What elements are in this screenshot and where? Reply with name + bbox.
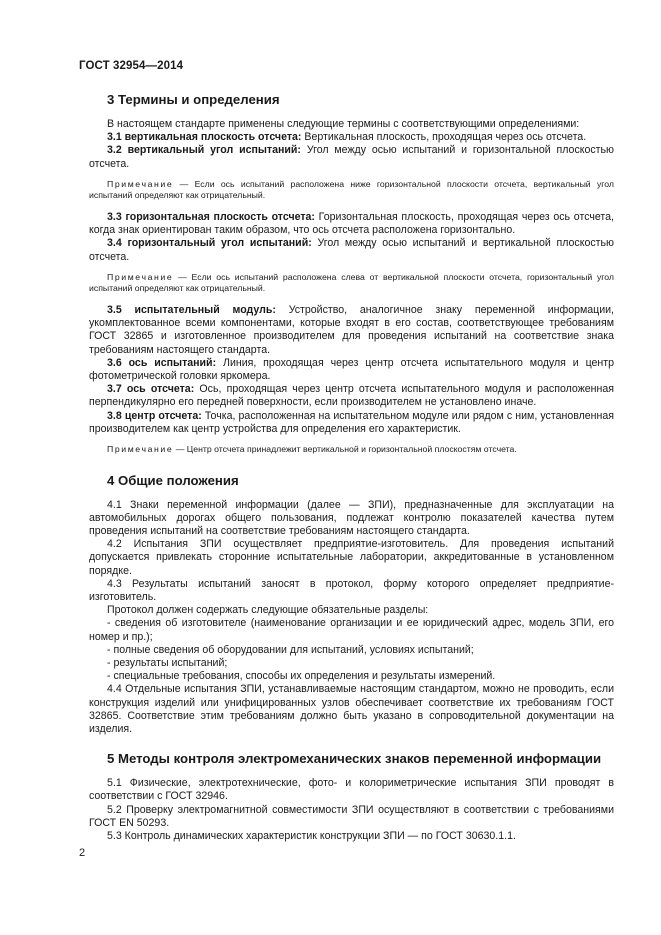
note-1-text: — Если ось испытаний расположена ниже горизонтальной плоскости отсчета, вертикальный угол испытаний определяют как отрицательный.	[89, 178, 614, 201]
term-3-8-name: 3.8 центр отсчета:	[107, 409, 202, 422]
section-5	[89, 751, 614, 843]
term-3-8	[89, 410, 614, 436]
note-3-label: Примечание	[107, 444, 174, 455]
term-3-2-definition: Угол между осью испытаний и горизонтальной плоскостью отсчета.	[89, 144, 615, 170]
note-2-text: — Если ось испытаний расположена слева от вертикальной плоскости отсчета, горизонтальный угол испытаний определяют как отрицательный.	[89, 271, 614, 294]
note-3	[89, 444, 614, 456]
term-3-3	[89, 211, 614, 237]
term-3-5	[89, 304, 614, 357]
clause-5-3: 5.3 Контроль динамических характеристик конструкции ЗПИ — по ГОСТ 30630.1.1.	[107, 830, 516, 843]
note-3-text: — Центр отсчета принадлежит вертикальной и горизонтальной плоскостям отсчета.	[173, 444, 517, 455]
term-3-4	[89, 237, 614, 263]
term-3-7	[89, 383, 614, 409]
clause-4-3: 4.3 Результаты испытаний заносят в протокол, форму которого определяет предприятие-изготовитель.	[89, 577, 614, 604]
note-2	[89, 272, 614, 295]
term-3-6-definition: Линия, проходящая через центр отсчета испытательного модуля и центр фотометрической головки яркомера.	[89, 356, 615, 383]
clause-4-3-protocol: Протокол должен содержать следующие обязательные разделы:	[107, 604, 429, 617]
protocol-item: - результаты испытаний;	[107, 657, 228, 670]
protocol-item: - специальные требования, способы их определения и результаты измерений.	[107, 670, 496, 683]
term-3-6	[89, 357, 614, 383]
section-3-heading: 3 Термины и определения	[107, 92, 280, 107]
page-body	[89, 92, 614, 843]
term-3-4-name: 3.4 горизонтальный угол испытаний:	[107, 237, 312, 250]
term-3-7-definition: Ось, проходящая через центр отсчета испытательного модуля и расположенная перпендикулярно его передней поверхности, если производителем не установлено иначе.	[89, 383, 615, 409]
clause-5-1: 5.1 Физические, электротехнические, фото- и колориметрические испытания ЗПИ проводят в соответствии с ГОСТ 32946.	[89, 777, 614, 803]
standard-header: ГОСТ 32954—2014	[79, 60, 184, 72]
page-number: 2	[79, 847, 86, 859]
protocol-item: - сведения об изготовителе (наименование организации и ее юридический адрес, модель ЗПИ, его номер и пр.);	[89, 617, 614, 643]
term-3-7-name: 3.7 ось отсчета:	[107, 383, 195, 396]
clause-4-2: 4.2 Испытания ЗПИ осуществляет предприятие-изготовитель. Для проведения испытаний допускается привлекать сторонние испытательные лаборатории, аккредитованные в установленном порядке.	[89, 538, 614, 577]
note-1-label: Примечание	[107, 178, 174, 189]
section-4	[89, 473, 614, 737]
term-3-1	[89, 131, 614, 144]
term-3-5-definition: Устройство, аналогичное знаку переменной информации, укомплектованное всеми компонентами, которые входят в его состав, соответствующее требованиям ГОСТ 32865 и изготовленное производителем для проведения испытаний на соответствие знака требованиям настоящего стандарта.	[89, 304, 614, 356]
term-3-8-definition: Точка, расположенная на испытательном модуле или рядом с ним, установленная производителем как центр устройства для определения его характеристик.	[89, 409, 614, 435]
term-3-3-name: 3.3 горизонтальная плоскость отсчета:	[107, 211, 315, 223]
section-5-heading: 5 Методы контроля электромеханических знаков переменной информации	[107, 751, 602, 767]
term-3-5-name: 3.5 испытательный модуль:	[107, 304, 276, 316]
section-3-intro: В настоящем стандарте применены следующие термины с соответствующими определениями:	[107, 118, 580, 130]
note-2-label: Примечание	[107, 271, 174, 282]
clause-4-4: 4.4 Отдельные испытания ЗПИ, устанавливаемые настоящим стандартом, можно не проводить, если конструкция изделий или унифицированных узлов обеспечивает соответствие их требованиям ГОСТ 32865. Соответствие этим требованиям должно быть указано в сопроводительной документации на изделия.	[89, 683, 614, 736]
note-1	[89, 179, 614, 202]
term-3-4-definition: Угол между осью испытаний и вертикальной плоскостью отсчета.	[89, 237, 614, 263]
term-3-1-name: 3.1 вертикальная плоскость отсчета:	[107, 131, 302, 144]
term-3-2	[89, 144, 614, 170]
section-4-heading: 4 Общие положения	[107, 472, 239, 488]
term-3-2-name: 3.2 вертикальный угол испытаний:	[107, 144, 301, 157]
clause-4-1: 4.1 Знаки переменной информации (далее — ЗПИ), предназначенные для эксплуатации на автомобильных дорогах общего пользования, подлежат контролю показателей качества путем проведения испытаний на соответствие требованиям настоящего стандарта.	[89, 498, 614, 538]
term-3-3-definition: Горизонтальная плоскость, проходящая через ось отсчета, когда знак ориентирован таким образом, что ось отсчета расположена горизонтально.	[89, 211, 614, 237]
clause-5-2: 5.2 Проверку электромагнитной совместимости ЗПИ осуществляют в соответствии с требованиями ГОСТ EN 50293.	[89, 803, 614, 829]
term-3-6-name: 3.6 ось испытаний:	[107, 356, 217, 369]
protocol-item: - полные сведения об оборудовании для испытаний, условиях испытаний;	[107, 643, 474, 656]
term-3-1-definition: Вертикальная плоскость, проходящая через ось отсчета.	[301, 131, 587, 144]
